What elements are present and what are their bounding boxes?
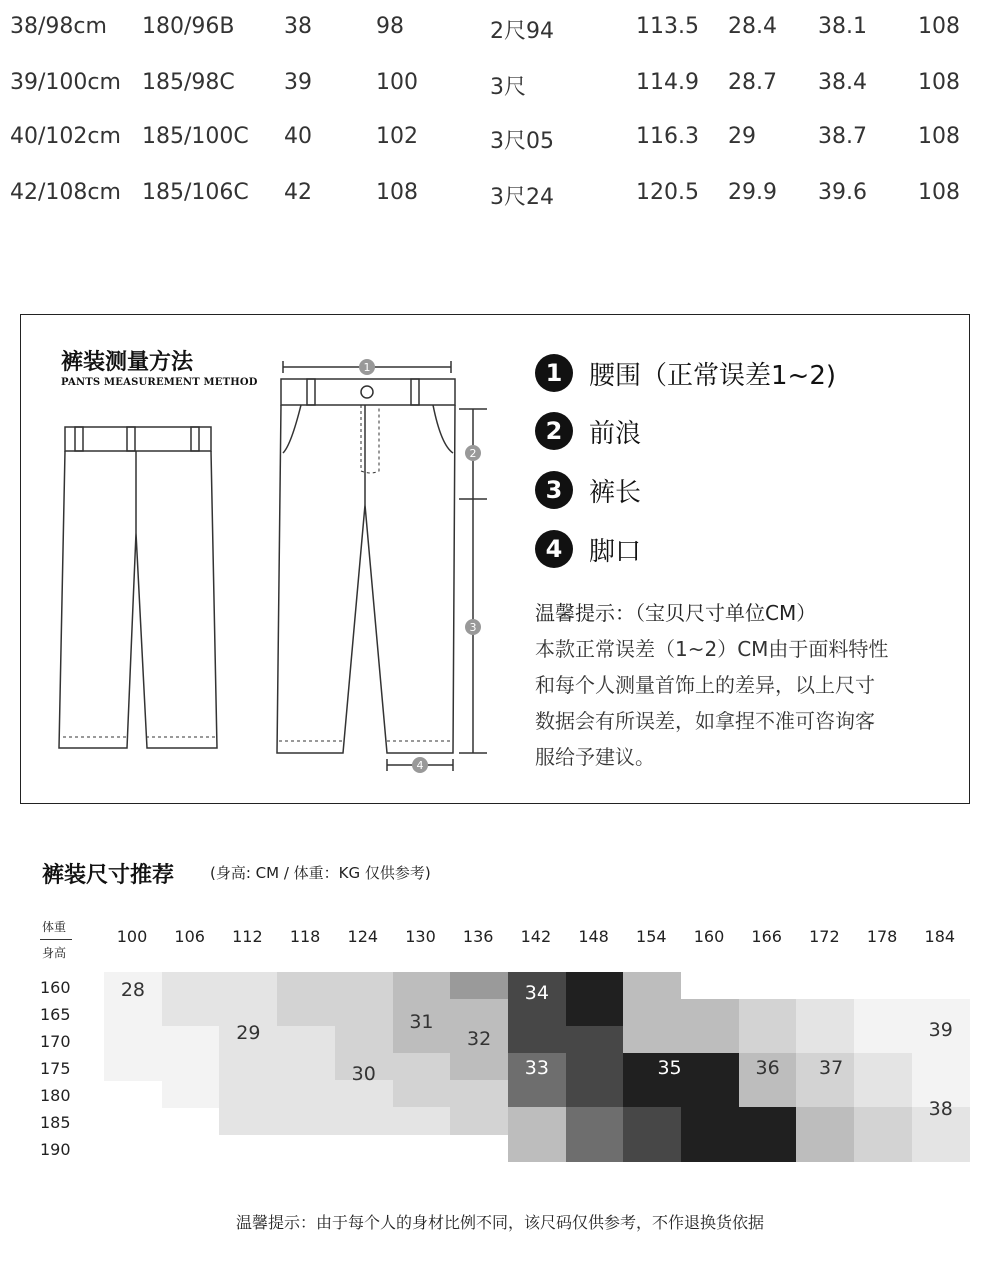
grid-cell [681,1026,739,1054]
size-label: 32 [467,1027,492,1050]
grid-cell [681,1080,739,1108]
grid-cell [393,1107,451,1135]
size-table-cell: 102 [376,124,418,149]
size-table-cell: 114.9 [636,70,699,95]
size-table-cell: 3尺24 [490,185,554,210]
number-2-icon: 2 [535,412,573,450]
legend-length [535,470,641,510]
legend-hem [535,529,641,569]
size-table-cell: 108 [918,124,960,149]
size-table-cell: 38.1 [818,14,867,39]
size-table-row [0,124,1000,164]
grid-cell [623,999,681,1027]
size-table-cell: 108 [918,14,960,39]
size-table-cell: 116.3 [636,124,699,149]
measurement-method-panel [20,314,970,804]
tip-line: 本款正常误差（1~2）CM由于面料特性 [535,637,889,661]
grid-cell [854,1107,912,1135]
size-table-cell: 38/98cm [10,14,107,39]
grid-cell [681,1134,739,1162]
grid-cell [277,1053,335,1081]
height-tick: 160 [40,978,71,997]
weight-tick: 142 [520,927,552,946]
height-tick: 180 [40,1086,71,1105]
grid-cell [219,1053,277,1081]
grid-cell [162,999,220,1027]
diagram-marker-4-icon [412,757,428,773]
pants-back-diagram [57,423,257,758]
grid-cell [219,972,277,1000]
grid-cell [739,1134,797,1162]
weight-tick: 106 [174,927,205,946]
size-table-cell: 108 [918,180,960,205]
height-tick: 170 [40,1032,71,1051]
size-label: 33 [524,1057,549,1080]
size-table-cell: 98 [376,14,404,39]
grid-cell [450,999,508,1027]
size-table-cell: 42 [284,180,312,205]
measure-title: 裤装测量方法 [61,350,194,375]
weight-tick: 100 [116,927,148,946]
grid-cell [277,972,335,1000]
size-label: 36 [755,1057,780,1080]
height-tick: 185 [40,1113,71,1132]
grid-cell [162,972,220,1000]
grid-cell [623,1107,681,1135]
grid-cell [854,1053,912,1081]
grid-cell [104,1026,162,1054]
weight-tick: 112 [232,927,263,946]
grid-cell [566,972,624,1000]
diagram-marker-3-icon [465,619,481,635]
size-label: 31 [409,1011,434,1034]
size-table-cell: 3尺 [490,75,526,100]
pants-front-diagram [261,345,501,780]
grid-cell [450,1107,508,1135]
grid-cell [854,1026,912,1054]
grid-cell [566,999,624,1027]
size-table-cell: 108 [376,180,418,205]
size-label: 35 [657,1057,682,1080]
grid-cell [681,1053,739,1081]
grid-cell [104,999,162,1027]
size-table-cell: 28.7 [728,70,777,95]
grid-cell [739,1026,797,1054]
legend-label: 脚口 [589,536,642,567]
grid-cell [219,1080,277,1108]
grid-cell [277,1107,335,1135]
height-tick: 190 [40,1140,71,1159]
size-table-cell: 40/102cm [10,124,121,149]
grid-cell [739,1107,797,1135]
grid-cell [219,1107,277,1135]
size-table-cell: 39 [284,70,312,95]
grid-cell [854,999,912,1027]
svg-text:3: 3 [469,621,477,634]
size-table-cell: 113.5 [636,14,699,39]
legend-label: 裤长 [589,477,642,508]
legend-front-rise [535,411,641,451]
grid-cell [623,972,681,1000]
legend-label: 腰围（正常误差1~2) [589,360,837,391]
size-table-cell: 100 [376,70,418,95]
weight-tick: 154 [636,927,667,946]
footer-note: 温馨提示：由于每个人的身材比例不同，该尺码仅供参考，不作退换货依据 [235,1213,764,1232]
size-table-row [0,70,1000,110]
size-table-cell: 3尺05 [490,129,554,154]
size-table-cell: 185/100C [142,124,249,149]
grid-cell [450,972,508,1000]
grid-cell [681,1107,739,1135]
grid-cell [796,1107,854,1135]
grid-cell [162,1026,220,1054]
size-table-cell: 180/96B [142,14,235,39]
recommend-title: 裤装尺寸推荐 [42,863,175,888]
grid-cell [912,1053,970,1081]
size-table-cell: 38.7 [818,124,867,149]
size-table-cell: 185/98C [142,70,235,95]
size-label: 38 [928,1097,953,1120]
grid-cell [739,1080,797,1108]
legend-label: 前浪 [589,418,642,449]
weight-tick: 130 [405,927,436,946]
size-table-cell: 185/106C [142,180,249,205]
size-table-cell: 40 [284,124,312,149]
grid-cell [566,1026,624,1054]
size-table-row [0,14,1000,54]
size-table-row [0,180,1000,220]
height-axis-label: 身高 [42,946,67,960]
weight-tick: 178 [866,927,898,946]
recommend-subtitle: (身高: CM / 体重：KG 仅供参考) [210,864,431,882]
grid-cell [854,1080,912,1108]
svg-text:2: 2 [469,447,477,460]
tip-title: 温馨提示：（宝贝尺寸单位CM） [535,601,817,625]
grid-cell [277,1026,335,1054]
weight-tick: 166 [751,927,782,946]
size-label: 28 [120,978,146,1001]
grid-cell [162,1080,220,1108]
grid-cell [796,1134,854,1162]
tip-line: 服给予建议。 [535,745,655,769]
grid-cell [393,1080,451,1108]
svg-text:4: 4 [416,759,424,772]
grid-cell [104,1053,162,1081]
size-table-cell: 42/108cm [10,180,121,205]
size-label: 37 [819,1057,844,1080]
size-label: 30 [351,1062,376,1085]
grid-cell [566,1080,624,1108]
size-table-cell: 38 [284,14,312,39]
grid-cell [796,1026,854,1054]
grid-cell [912,1134,970,1162]
grid-cell [854,1134,912,1162]
weight-tick: 172 [809,927,840,946]
weight-tick: 148 [578,927,609,946]
legend-waist [535,353,836,393]
grid-cell [508,1107,566,1135]
grid-cell [393,972,451,1000]
grid-cell [335,999,393,1027]
svg-text:1: 1 [363,361,371,374]
number-3-icon: 3 [535,471,573,509]
axis-divider [40,939,72,940]
weight-tick: 160 [693,927,725,946]
grid-cell [739,999,797,1027]
diagram-marker-1-icon [359,359,375,375]
weight-tick: 124 [347,927,379,946]
grid-cell [508,1134,566,1162]
grid-cell [796,999,854,1027]
weight-tick: 184 [924,927,956,946]
grid-cell [450,1080,508,1108]
grid-cell [566,1107,624,1135]
height-tick: 175 [40,1059,71,1078]
size-table-cell: 108 [918,70,960,95]
grid-cell [335,1026,393,1054]
size-table-cell: 29.9 [728,180,777,205]
size-table-cell: 120.5 [636,180,699,205]
grid-cell [681,999,739,1027]
size-table-cell: 28.4 [728,14,777,39]
grid-cell [796,1080,854,1108]
number-4-icon: 4 [535,530,573,568]
tip-line: 数据会有所误差，如拿捏不准可咨询客 [535,709,875,733]
size-table-cell: 39/100cm [10,70,121,95]
grid-cell [335,972,393,1000]
tip-line: 和每个人测量首饰上的差异，以上尺寸 [535,673,875,697]
measure-subtitle: PANTS MEASUREMENT METHOD [61,377,258,388]
diagram-marker-2-icon [465,445,481,461]
size-label: 29 [236,1022,261,1045]
size-table-cell: 29 [728,124,756,149]
height-tick: 165 [40,1005,71,1024]
size-label: 34 [524,981,549,1004]
grid-cell [508,1026,566,1054]
grid-cell [162,1053,220,1081]
grid-cell [623,1080,681,1108]
grid-cell [277,1080,335,1108]
grid-cell [393,1053,451,1081]
weight-tick: 136 [462,927,494,946]
grid-cell [277,999,335,1027]
size-label: 39 [928,1019,953,1042]
weight-axis-label: 体重 [42,920,67,934]
grid-cell [623,1026,681,1054]
size-table-cell: 39.6 [818,180,867,205]
grid-cell [623,1134,681,1162]
weight-tick: 118 [289,927,321,946]
grid-cell [566,1134,624,1162]
grid-cell [566,1053,624,1081]
grid-cell [335,1107,393,1135]
size-table-cell: 38.4 [818,70,867,95]
size-table-cell: 2尺94 [490,19,554,44]
number-1-icon: 1 [535,354,573,392]
grid-cell [508,1080,566,1108]
grid-cell [450,1053,508,1081]
